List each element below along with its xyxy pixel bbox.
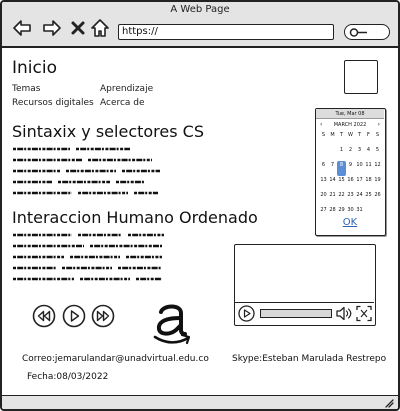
calendar-weekday-row [319,131,382,146]
nav-link-aprendizaje[interactable]: Aprendizaje [100,84,154,94]
resize-grip-icon[interactable] [384,398,394,408]
calendar-day[interactable]: 5 [375,147,380,153]
calendar-next-month[interactable]: › [377,121,380,128]
calendar-day[interactable]: 14 [329,177,336,183]
status-bar [2,395,398,409]
video-controls [235,302,374,324]
calendar-day [319,146,328,161]
placeholder-text-block [12,231,167,287]
calendar-day[interactable]: 27 [320,207,327,213]
calendar-month: MARCH 2022 [333,122,367,128]
calendar-ok-button[interactable]: OK [342,217,358,228]
calendar-day[interactable]: 31 [356,207,363,213]
browser-titlebar [2,2,398,48]
calendar-week-row [319,146,382,161]
calendar-day[interactable]: 22 [338,192,345,198]
calendar-day[interactable]: 18 [365,177,372,183]
calendar-day[interactable]: 9 [348,162,353,168]
video-play-icon[interactable] [238,305,255,322]
calendar-weekday: W [348,132,353,138]
calendar-prev-month[interactable]: ‹ [320,121,323,128]
calendar-day[interactable]: 23 [347,192,354,198]
amazon-logo-icon[interactable] [152,300,192,346]
nav-link-recursos-digitales[interactable]: Recursos digitales [12,98,94,108]
calendar-day[interactable]: 1 [339,147,344,153]
calendar-weekday: M [330,132,335,138]
calendar-day[interactable]: 4 [366,147,371,153]
nav-link-acerca-de[interactable]: Acerca de [100,98,145,108]
calendar-day[interactable]: 6 [321,162,326,168]
calendar-day[interactable]: 28 [329,207,336,213]
footer-date: Fecha:08/03/2022 [27,372,109,382]
calendar-day[interactable]: 10 [356,162,363,168]
calendar-day[interactable]: 19 [374,177,381,183]
volume-icon[interactable] [335,305,353,322]
calendar-day[interactable]: 17 [356,177,363,183]
calendar-day[interactable]: 16 [347,177,354,183]
close-x-icon[interactable] [68,18,88,38]
calendar-weekday: S [375,132,380,138]
window-title: A Web Page [170,4,230,15]
url-input[interactable]: https:// [118,24,334,40]
image-placeholder [344,60,378,94]
section-title-css: Sintaxix y selectores CS [12,122,204,141]
calendar-day[interactable]: 30 [347,207,354,213]
footer-email: Correo:jemarulandar@unadvirtual.edu.co [22,354,209,364]
placeholder-text-block [12,145,162,201]
calendar-widget[interactable] [315,108,386,236]
calendar-weekday: T [339,132,344,138]
home-icon[interactable] [90,18,110,38]
video-progress-bar[interactable] [260,309,332,318]
calendar-day[interactable]: 25 [365,192,372,198]
calendar-header: Tue, Mar 08 [316,109,384,119]
search-icon [348,26,370,39]
video-player[interactable] [234,244,376,326]
search-box[interactable] [344,24,390,40]
calendar-week-row [319,191,382,206]
fast-forward-icon[interactable] [91,304,115,328]
forward-arrow-icon[interactable] [42,18,62,38]
calendar-day[interactable]: 20 [320,192,327,198]
fullscreen-icon[interactable] [356,305,372,322]
nav-link-temas[interactable]: Temas [12,84,41,94]
calendar-weekday: F [367,132,370,138]
calendar-day[interactable]: 7 [330,162,335,168]
calendar-day[interactable]: 12 [374,162,381,168]
footer-skype: Skype:Esteban Marulada Restrepo [232,354,387,364]
calendar-day[interactable]: 3 [357,147,362,153]
calendar-day[interactable]: 29 [338,207,345,213]
play-icon[interactable] [62,304,86,328]
calendar-weekday: S [321,132,326,138]
section-title-ihc: Interaccion Humano Ordenado [12,208,258,227]
calendar-day[interactable]: 15 [338,177,345,183]
calendar-day[interactable]: 24 [356,192,363,198]
back-arrow-icon[interactable] [12,18,32,38]
calendar-week-row [319,161,382,176]
calendar-day[interactable]: 11 [365,162,372,168]
calendar-day[interactable]: 13 [320,177,327,183]
rewind-icon[interactable] [32,304,56,328]
calendar-day[interactable]: 21 [329,192,336,198]
calendar-day[interactable]: 8 [337,161,346,176]
calendar-day[interactable]: 26 [374,192,381,198]
calendar-grid [319,131,382,221]
calendar-day[interactable]: 2 [348,147,353,153]
calendar-weekday: T [357,132,362,138]
calendar-day [328,146,337,161]
calendar-week-row [319,176,382,191]
page-title: Inicio [12,58,57,78]
